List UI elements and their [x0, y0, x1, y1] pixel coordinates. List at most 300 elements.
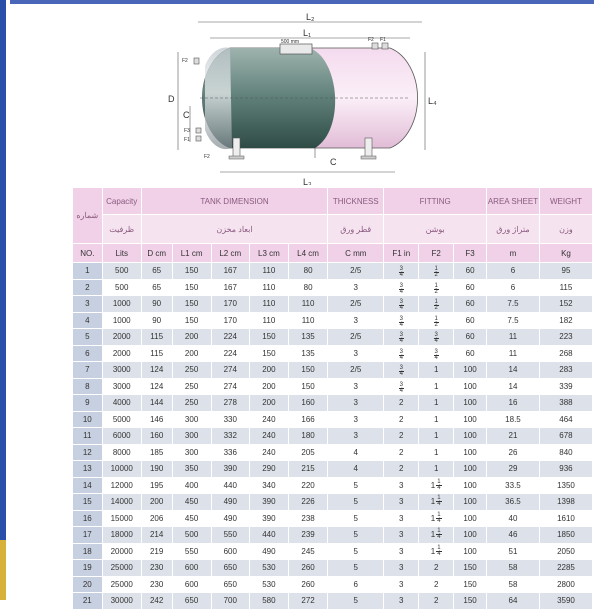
- cell-l4: 150: [288, 362, 327, 379]
- cell-l1: 150: [172, 296, 211, 313]
- cell-f3: 100: [454, 362, 487, 379]
- cell-c: 4: [328, 461, 384, 478]
- fraction-numerator: 1: [434, 299, 438, 306]
- fraction: [434, 267, 439, 278]
- cell-lits: 5000: [102, 411, 141, 428]
- cell-lits: 2000: [102, 345, 141, 362]
- table-row: [73, 411, 593, 428]
- cell-no: 13: [73, 461, 103, 478]
- cell-c: 5: [328, 527, 384, 544]
- header-weight-fa: وزن: [539, 215, 592, 244]
- fraction-whole: 1: [430, 480, 436, 490]
- cell-no: 21: [73, 593, 103, 610]
- cell-kg: 223: [539, 329, 592, 346]
- header-tank-dimension: TANK DIMENSION: [141, 188, 327, 215]
- cell-f1: 3: [384, 510, 419, 527]
- cell-c: 3: [328, 395, 384, 412]
- cell-no: 12: [73, 444, 103, 461]
- cell-l4: 80: [288, 279, 327, 296]
- header-tank-dimension-fa: ابعاد مخزن: [141, 215, 327, 244]
- fraction-denominator: 4: [399, 338, 403, 345]
- cell-f2: [419, 345, 454, 362]
- fraction-numerator: 3: [399, 282, 403, 289]
- cell-l1: 450: [172, 494, 211, 511]
- cell-c: 6: [328, 576, 384, 593]
- cell-f1: [384, 296, 419, 313]
- cell-lits: 14000: [102, 494, 141, 511]
- cell-f2: [419, 263, 454, 280]
- cell-d: 230: [141, 576, 172, 593]
- cell-f2: 2: [419, 576, 454, 593]
- table-row: [73, 527, 593, 544]
- cell-l4: 238: [288, 510, 327, 527]
- fraction-denominator: 4: [399, 288, 403, 295]
- cell-lits: 1000: [102, 312, 141, 329]
- cell-lits: 18000: [102, 527, 141, 544]
- fraction-numerator: 3: [399, 266, 403, 273]
- cell-l2: 650: [211, 560, 249, 577]
- cell-l1: 650: [172, 593, 211, 610]
- manhole: [280, 44, 312, 54]
- cell-kg: 464: [539, 411, 592, 428]
- fraction: [434, 284, 439, 295]
- table-row: [73, 312, 593, 329]
- cell-kg: 1350: [539, 477, 592, 494]
- cell-c: 2/5: [328, 296, 384, 313]
- cell-f2: 2: [419, 593, 454, 610]
- cell-l4: 80: [288, 263, 327, 280]
- cell-l1: 600: [172, 560, 211, 577]
- cell-l4: 272: [288, 593, 327, 610]
- cell-l2: 167: [211, 279, 249, 296]
- cell-l3: 390: [249, 494, 288, 511]
- cell-c: 5: [328, 477, 384, 494]
- table-row: [73, 378, 593, 395]
- cell-lits: 3000: [102, 378, 141, 395]
- table-row: [73, 444, 593, 461]
- cell-c: 4: [328, 444, 384, 461]
- fraction: [399, 284, 404, 295]
- cell-c: 5: [328, 560, 384, 577]
- cell-l1: 300: [172, 428, 211, 445]
- cell-d: 242: [141, 593, 172, 610]
- cell-l3: 530: [249, 576, 288, 593]
- cell-l1: 200: [172, 345, 211, 362]
- cell-d: 206: [141, 510, 172, 527]
- table-body: [73, 263, 593, 610]
- unit-lits: Lits: [102, 244, 141, 263]
- cell-l4: 260: [288, 560, 327, 577]
- table-row: [73, 345, 593, 362]
- unit-f1: F1 in: [384, 244, 419, 263]
- cell-lits: 20000: [102, 543, 141, 560]
- fraction-denominator: 4: [437, 501, 441, 508]
- fraction-denominator: 4: [437, 534, 441, 541]
- cell-d: 124: [141, 378, 172, 395]
- cell-no: 3: [73, 296, 103, 313]
- cell-m: 6: [487, 279, 540, 296]
- cell-m: 16: [487, 395, 540, 412]
- cell-l3: 240: [249, 444, 288, 461]
- cell-m: 64: [487, 593, 540, 610]
- unit-f2: F2: [419, 244, 454, 263]
- fraction-denominator: 4: [434, 354, 438, 361]
- cell-f3: 100: [454, 510, 487, 527]
- cell-c: 3: [328, 345, 384, 362]
- fraction-denominator: 4: [399, 387, 403, 394]
- fraction-denominator: 4: [399, 354, 403, 361]
- fraction-denominator: 4: [399, 371, 403, 378]
- cell-l4: 135: [288, 345, 327, 362]
- table-row: [73, 296, 593, 313]
- top-rule: [10, 0, 594, 4]
- unit-l1: L1 cm: [172, 244, 211, 263]
- cell-d: 115: [141, 329, 172, 346]
- cell-l4: 215: [288, 461, 327, 478]
- cell-l3: 240: [249, 411, 288, 428]
- fraction-numerator: 3: [399, 348, 403, 355]
- fraction-numerator: 1: [437, 544, 441, 551]
- fraction: [399, 366, 404, 377]
- cell-m: 40: [487, 510, 540, 527]
- cell-d: 214: [141, 527, 172, 544]
- cell-l3: 490: [249, 543, 288, 560]
- table-row: [73, 543, 593, 560]
- header-weight: WEIGHT: [539, 188, 592, 215]
- tank-diagram: [160, 10, 450, 185]
- cell-l3: 150: [249, 329, 288, 346]
- cell-l3: 110: [249, 296, 288, 313]
- cell-d: 190: [141, 461, 172, 478]
- fraction: [434, 333, 439, 344]
- cell-d: 90: [141, 296, 172, 313]
- cell-kg: 388: [539, 395, 592, 412]
- cell-kg: 268: [539, 345, 592, 362]
- cell-no: 5: [73, 329, 103, 346]
- cell-m: 7.5: [487, 296, 540, 313]
- fraction: [436, 480, 441, 491]
- cell-l2: 224: [211, 345, 249, 362]
- cell-l3: 200: [249, 362, 288, 379]
- cell-l3: 240: [249, 428, 288, 445]
- cell-lits: 2000: [102, 329, 141, 346]
- cell-l3: 290: [249, 461, 288, 478]
- cell-f2: 1: [419, 395, 454, 412]
- cell-c: 3: [328, 411, 384, 428]
- unit-c: C mm: [328, 244, 384, 263]
- cell-l4: 166: [288, 411, 327, 428]
- cell-f1: [384, 378, 419, 395]
- cell-l2: 700: [211, 593, 249, 610]
- cell-f2: 2: [419, 560, 454, 577]
- cell-l2: 490: [211, 510, 249, 527]
- fraction-denominator: 2: [434, 321, 438, 328]
- cell-m: 58: [487, 576, 540, 593]
- table-row: [73, 461, 593, 478]
- cell-l2: 336: [211, 444, 249, 461]
- fraction-numerator: 1: [434, 266, 438, 273]
- left-accent-bar: [0, 0, 6, 600]
- cell-m: 26: [487, 444, 540, 461]
- cell-f1: 2: [384, 428, 419, 445]
- cell-kg: 2050: [539, 543, 592, 560]
- cell-l4: 110: [288, 312, 327, 329]
- cell-c: 2/5: [328, 362, 384, 379]
- cell-l4: 110: [288, 296, 327, 313]
- cell-m: 51: [487, 543, 540, 560]
- table-row: [73, 510, 593, 527]
- fraction: [436, 546, 441, 557]
- fraction: [399, 317, 404, 328]
- fraction-denominator: 4: [434, 338, 438, 345]
- header-thickness: THICKNESS: [328, 188, 384, 215]
- cell-m: 11: [487, 329, 540, 346]
- cell-f1: 3: [384, 527, 419, 544]
- cell-f3: 100: [454, 494, 487, 511]
- fraction-numerator: 1: [437, 528, 441, 535]
- cell-f3: 100: [454, 395, 487, 412]
- cell-f3: 100: [454, 543, 487, 560]
- cell-f2: 1: [419, 362, 454, 379]
- leg-right: [365, 138, 372, 158]
- cell-no: 4: [73, 312, 103, 329]
- unit-d: D cm: [141, 244, 172, 263]
- header-fitting: FITTING: [384, 188, 487, 215]
- cell-f2: [419, 329, 454, 346]
- cell-no: 15: [73, 494, 103, 511]
- cell-l2: 170: [211, 296, 249, 313]
- fraction-whole: 1: [430, 497, 436, 507]
- cell-no: 8: [73, 378, 103, 395]
- cell-l2: 224: [211, 329, 249, 346]
- cell-no: 9: [73, 395, 103, 412]
- cell-kg: 95: [539, 263, 592, 280]
- unit-l4: L4 cm: [288, 244, 327, 263]
- fraction-numerator: 1: [437, 511, 441, 518]
- cell-l4: 245: [288, 543, 327, 560]
- cell-f3: 100: [454, 527, 487, 544]
- label-manhole: 500 mm: [281, 39, 300, 45]
- cell-m: 33.5: [487, 477, 540, 494]
- cell-lits: 12000: [102, 477, 141, 494]
- cell-l3: 110: [249, 279, 288, 296]
- cell-lits: 15000: [102, 510, 141, 527]
- fraction: [399, 267, 404, 278]
- cell-lits: 3000: [102, 362, 141, 379]
- label-f1-top: F1: [380, 37, 386, 43]
- cell-l1: 250: [172, 362, 211, 379]
- fraction-denominator: 2: [434, 305, 438, 312]
- cell-l2: 278: [211, 395, 249, 412]
- unit-l3: L3 cm: [249, 244, 288, 263]
- cell-f2: 1: [419, 444, 454, 461]
- cell-l1: 300: [172, 444, 211, 461]
- unit-f3: F3: [454, 244, 487, 263]
- cell-f3: 60: [454, 279, 487, 296]
- cell-f2: 1: [419, 378, 454, 395]
- cell-c: 5: [328, 494, 384, 511]
- unit-l2: L2 cm: [211, 244, 249, 263]
- cell-c: 3: [328, 312, 384, 329]
- header-capacity: Capacity: [102, 188, 141, 215]
- cell-f1: 2: [384, 411, 419, 428]
- cell-m: 6: [487, 263, 540, 280]
- cell-f1: 3: [384, 494, 419, 511]
- header-fitting-fa: بوشن: [384, 215, 487, 244]
- cell-d: 115: [141, 345, 172, 362]
- cell-l2: 650: [211, 576, 249, 593]
- cell-f2: 1: [419, 428, 454, 445]
- cell-l1: 200: [172, 329, 211, 346]
- label-d: D: [168, 94, 175, 104]
- cell-f1: 3: [384, 560, 419, 577]
- cell-no: 2: [73, 279, 103, 296]
- unit-kg: Kg: [539, 244, 592, 263]
- cell-kg: 283: [539, 362, 592, 379]
- cell-m: 14: [487, 362, 540, 379]
- cell-f3: 100: [454, 477, 487, 494]
- cell-l4: 180: [288, 428, 327, 445]
- cell-kg: 1850: [539, 527, 592, 544]
- header-thickness-fa: قطر ورق: [328, 215, 384, 244]
- cell-l2: 390: [211, 461, 249, 478]
- cell-f3: 60: [454, 329, 487, 346]
- cell-lits: 1000: [102, 296, 141, 313]
- cell-no: 1: [73, 263, 103, 280]
- cell-d: 65: [141, 279, 172, 296]
- cell-d: 200: [141, 494, 172, 511]
- table-row: [73, 576, 593, 593]
- cell-c: 3: [328, 378, 384, 395]
- cell-d: 195: [141, 477, 172, 494]
- cell-l4: 239: [288, 527, 327, 544]
- cell-l4: 135: [288, 329, 327, 346]
- cell-f3: 100: [454, 444, 487, 461]
- cell-lits: 25000: [102, 560, 141, 577]
- cell-l2: 550: [211, 527, 249, 544]
- cell-l2: 330: [211, 411, 249, 428]
- cell-no: 17: [73, 527, 103, 544]
- cell-f1: [384, 279, 419, 296]
- cell-l4: 260: [288, 576, 327, 593]
- cell-lits: 10000: [102, 461, 141, 478]
- cell-l3: 530: [249, 560, 288, 577]
- cell-no: 16: [73, 510, 103, 527]
- cell-c: 2/5: [328, 263, 384, 280]
- cell-f1: 3: [384, 593, 419, 610]
- cell-kg: 678: [539, 428, 592, 445]
- fraction-whole: 1: [430, 513, 436, 523]
- cell-kg: 1610: [539, 510, 592, 527]
- cell-lits: 4000: [102, 395, 141, 412]
- cell-l2: 170: [211, 312, 249, 329]
- cell-l2: 274: [211, 378, 249, 395]
- cell-kg: 152: [539, 296, 592, 313]
- cell-l3: 200: [249, 395, 288, 412]
- cell-d: 146: [141, 411, 172, 428]
- cell-l1: 300: [172, 411, 211, 428]
- cell-l2: 274: [211, 362, 249, 379]
- leg-left: [233, 138, 240, 158]
- cell-f3: 150: [454, 593, 487, 610]
- cell-lits: 6000: [102, 428, 141, 445]
- cell-l1: 450: [172, 510, 211, 527]
- cell-l1: 550: [172, 543, 211, 560]
- label-l4: L₄: [428, 96, 437, 106]
- cell-l2: 490: [211, 494, 249, 511]
- cell-l3: 340: [249, 477, 288, 494]
- fraction-denominator: 4: [437, 517, 441, 524]
- fraction-denominator: 2: [434, 272, 438, 279]
- fraction-numerator: 3: [399, 381, 403, 388]
- label-f3-side: F3: [184, 128, 190, 134]
- cell-f1: [384, 362, 419, 379]
- cell-f3: 60: [454, 345, 487, 362]
- label-c-bottom: C: [330, 157, 337, 167]
- fitting-f1-top: [382, 43, 388, 49]
- fraction-denominator: 4: [399, 321, 403, 328]
- cell-l1: 250: [172, 395, 211, 412]
- unit-m: m: [487, 244, 540, 263]
- fraction: [399, 333, 404, 344]
- cell-kg: 2800: [539, 576, 592, 593]
- fraction-numerator: 3: [434, 332, 438, 339]
- cell-kg: 182: [539, 312, 592, 329]
- cell-l3: 110: [249, 312, 288, 329]
- cell-f3: 60: [454, 312, 487, 329]
- cell-d: 219: [141, 543, 172, 560]
- cell-f3: 100: [454, 428, 487, 445]
- cell-m: 36.5: [487, 494, 540, 511]
- cell-f1: 2: [384, 461, 419, 478]
- cell-m: 46: [487, 527, 540, 544]
- cell-lits: 8000: [102, 444, 141, 461]
- cell-l3: 390: [249, 510, 288, 527]
- fraction-whole: 1: [430, 546, 436, 556]
- cell-l2: 440: [211, 477, 249, 494]
- header-area-sheet: AREA SHEET: [487, 188, 540, 215]
- cell-f3: 150: [454, 576, 487, 593]
- label-l3: L₃: [303, 177, 312, 185]
- cell-kg: 3590: [539, 593, 592, 610]
- fraction-numerator: 1: [437, 478, 441, 485]
- cell-no: 11: [73, 428, 103, 445]
- cell-l1: 250: [172, 378, 211, 395]
- cell-d: 65: [141, 263, 172, 280]
- label-f1-side: F1: [184, 137, 190, 143]
- fraction-numerator: 3: [399, 365, 403, 372]
- cell-l1: 600: [172, 576, 211, 593]
- cell-m: 11: [487, 345, 540, 362]
- cell-l4: 226: [288, 494, 327, 511]
- cell-f2: [419, 296, 454, 313]
- label-f2-bottom: F2: [204, 154, 210, 160]
- cell-d: 124: [141, 362, 172, 379]
- label-f2-top: F2: [368, 37, 374, 43]
- header-area-sheet-fa: متراژ ورق: [487, 215, 540, 244]
- fraction-denominator: 4: [437, 484, 441, 491]
- fraction: [399, 350, 404, 361]
- cell-no: 14: [73, 477, 103, 494]
- header-capacity-fa: ظرفیت: [102, 215, 141, 244]
- header-no-fa: شماره: [73, 188, 103, 244]
- label-f2-side: F2: [182, 58, 188, 64]
- cell-lits: 30000: [102, 593, 141, 610]
- cell-kg: 840: [539, 444, 592, 461]
- cell-f2: [419, 494, 454, 511]
- cell-f2: 1: [419, 411, 454, 428]
- cell-no: 10: [73, 411, 103, 428]
